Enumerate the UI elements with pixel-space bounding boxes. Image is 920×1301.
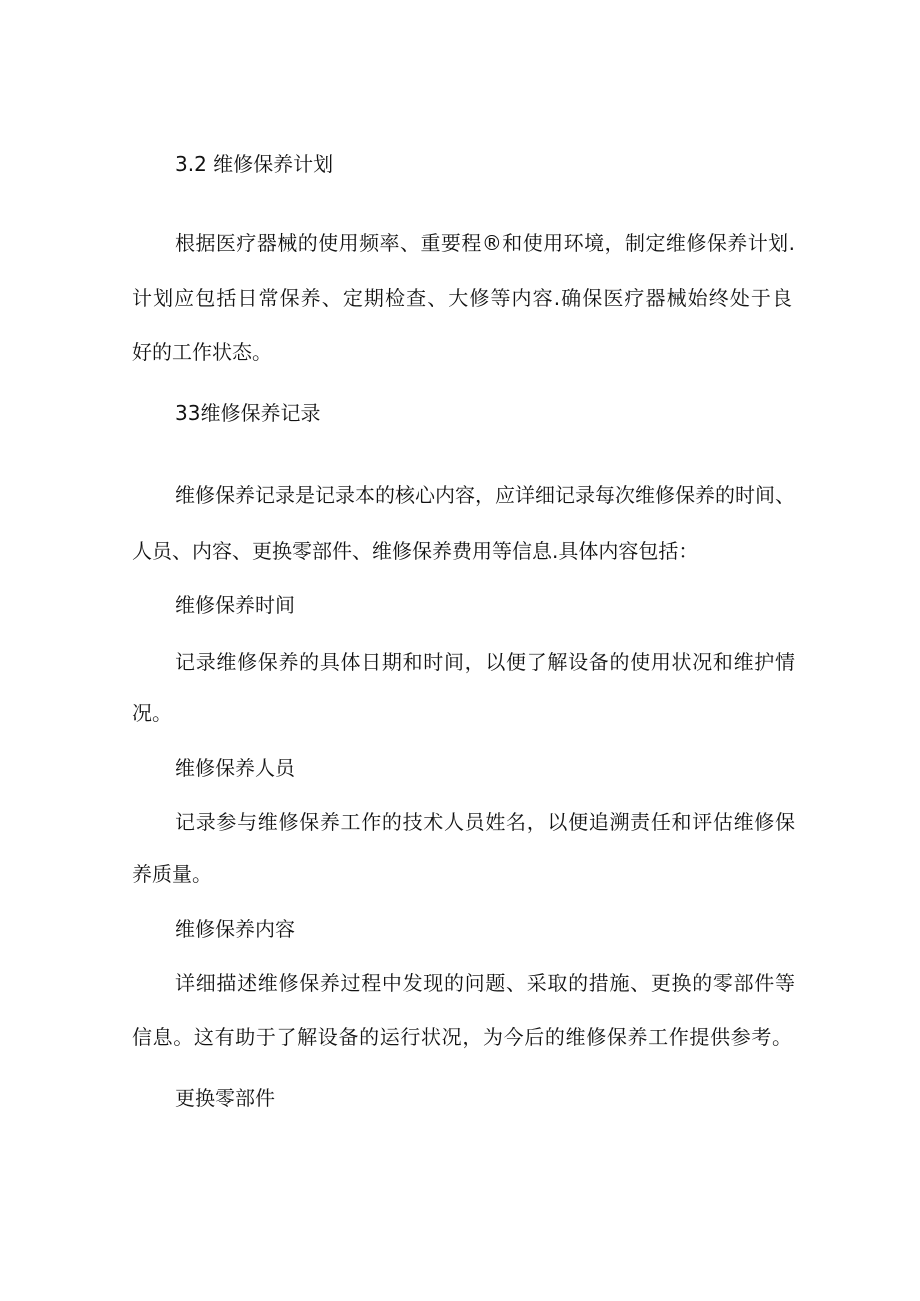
subheading-maintenance-content: 维修保养内容 (175, 917, 295, 941)
paragraph-line: 根据医疗器械的使用频率、重要程®和使用环境，制定维修保养计划. (175, 231, 795, 255)
paragraph-line: 况。 (132, 701, 172, 725)
paragraph-line: 养质量。 (132, 862, 212, 886)
paragraph-line: 人员、内容、更换零部件、维修保养费用等信息.具体内容包括： (132, 539, 699, 563)
paragraph-line: 信息。这有助于了解设备的运行状况，为今后的维修保养工作提供参考。 (132, 1025, 792, 1049)
paragraph-line: 计划应包括日常保养、定期检查、大修等内容.确保医疗器械始终处于良 (132, 286, 792, 310)
section-3-2-heading: 3.2 维修保养计划 (175, 152, 334, 176)
subheading-replacement-parts: 更换零部件 (175, 1086, 275, 1110)
subheading-maintenance-personnel: 维修保养人员 (175, 756, 295, 780)
section-3-3-heading: 33维修保养记录 (175, 401, 321, 425)
paragraph-line: 记录参与维修保养工作的技术人员姓名，以便追溯责任和评估维修保 (175, 810, 795, 834)
paragraph-line: 详细描述维修保养过程中发现的问题、采取的措施、更换的零部件等 (175, 971, 795, 995)
paragraph-line: 维修保养记录是记录本的核心内容，应详细记录每次维修保养的时间、 (175, 483, 795, 507)
paragraph-line: 好的工作状态。 (132, 340, 272, 364)
paragraph-line: 记录维修保养的具体日期和时间，以便了解设备的使用状况和维护情 (175, 650, 795, 674)
subheading-maintenance-time: 维修保养时间 (175, 593, 295, 617)
